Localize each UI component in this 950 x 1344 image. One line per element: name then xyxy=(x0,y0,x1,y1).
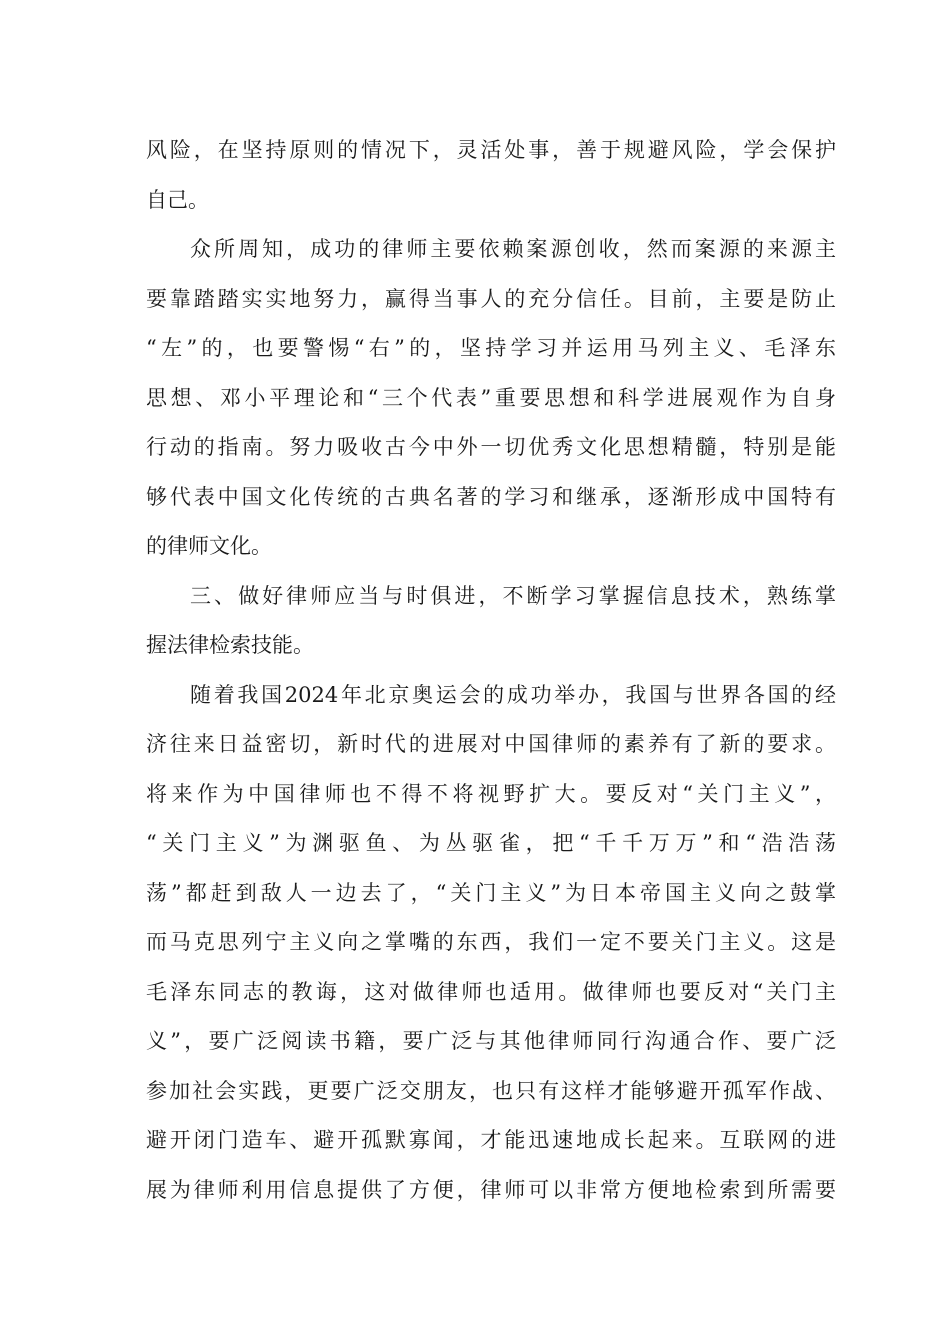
text-line: 而马克思列宁主义向之掌嘴的东西，我们一定不要关门主义。这是 xyxy=(146,930,836,954)
text-line: 思想、邓小平理论和“三个代表”重要思想和科学进展观作为自身 xyxy=(146,385,836,410)
text-line: 展为律师利用信息提供了方便，律师可以非常方便地检索到所需要 xyxy=(146,1177,836,1202)
text-line: “关门主义”为渊驱鱼、为丛驱雀，把“千千万万”和“浩浩荡 xyxy=(146,831,836,855)
text-line: 毛泽东同志的教诲，这对做律师也适用。做律师也要反对“关门主 xyxy=(146,979,836,1004)
text-line: 风险，在坚持原则的情况下，灵活处事，善于规避风险，学会保护 xyxy=(146,138,836,162)
text-line: 义”，要广泛阅读书籍，要广泛与其他律师同行沟通合作、要广泛 xyxy=(146,1029,836,1053)
text-line: 要靠踏踏实实地努力，赢得当事人的充分信任。目前，主要是防止 xyxy=(146,286,836,311)
text-line: 够代表中国文化传统的古典名著的学习和继承，逐渐形成中国特有 xyxy=(146,484,836,509)
text-line: “左”的，也要警惕“右”的，坚持学习并运用马列主义、毛泽东 xyxy=(146,336,836,360)
text-line: 的律师文化。 xyxy=(146,534,272,558)
text-line: 随着我国2024年北京奥运会的成功举办，我国与世界各国的经 xyxy=(190,682,836,707)
text-line: 自己。 xyxy=(146,187,209,212)
text-line: 荡”都赶到敌人一边去了，“关门主义”为日本帝国主义向之鼓掌 xyxy=(146,880,836,905)
text-line: 济往来日益密切，新时代的进展对中国律师的素养有了新的要求。 xyxy=(146,732,836,756)
text-line: 行动的指南。努力吸收古今中外一切优秀文化思想精髓，特别是能 xyxy=(146,435,836,459)
text-line: 握法律检索技能。 xyxy=(146,633,314,657)
text-line: 参加社会实践，更要广泛交朋友，也只有这样才能够避开孤军作战、 xyxy=(146,1078,836,1103)
text-line: 将来作为中国律师也不得不将视野扩大。要反对“关门主义”， xyxy=(146,781,836,806)
text-line: 众所周知，成功的律师主要依赖案源创收，然而案源的来源主 xyxy=(190,237,836,261)
body-text xyxy=(146,126,836,1215)
text-line: 避开闭门造车、避开孤默寡闻，才能迅速地成长起来。互联网的进 xyxy=(146,1128,836,1152)
text-line: 三、做好律师应当与时俱进，不断学习掌握信息技术，熟练掌 xyxy=(190,583,836,608)
